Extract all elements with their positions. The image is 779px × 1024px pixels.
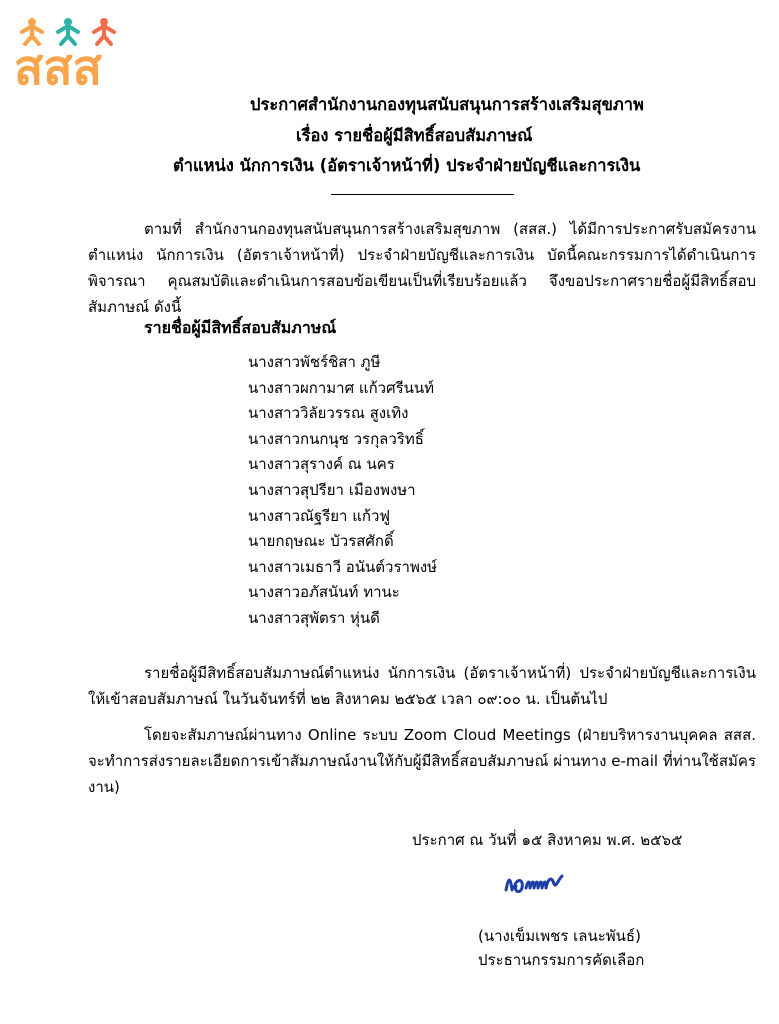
candidate-name: นางสาวเมธาวี อนันต์วราพงษ์ xyxy=(248,557,438,576)
logo-wordmark: สสส xyxy=(14,40,102,90)
candidate-name: นางสาวสุปรียา เมืองพงษา xyxy=(248,480,416,499)
candidate-name: นางสาวสุรางค์ ณ นคร xyxy=(248,455,395,474)
subject-heading: เรื่อง รายชื่อผู้มีสิทธิ์สอบสัมภาษณ์ xyxy=(296,126,533,145)
candidate-name: นางสาวกนกนุช วรกุลวริทธิ์ xyxy=(248,429,424,448)
heading-divider xyxy=(331,194,514,195)
candidate-name: นางสาวผกามาศ แก้วศรีนนท์ xyxy=(248,378,435,397)
announcement-heading: ประกาศสำนักงานกองทุนสนับสนุนการสร้างเสริมสุขภาพ xyxy=(250,95,644,114)
interview-schedule-paragraph: รายชื่อผู้มีสิทธิ์สอบสัมภาษณ์ตำแหน่ง นักการเงิน (อัตราเจ้าหน้าที่) ประจำฝ่ายบัญชีและการเงิน ให้เข้าสอบสัมภาษณ์ ในวันจันทร์ที่ ๒๒ สิงหาคม ๒๕๖๕ เวลา ๐๙:๐๐ น. เป็นต้นไป xyxy=(88,664,756,708)
signature-image xyxy=(500,866,600,898)
announcement-date: ประกาศ ณ วันที่ ๑๕ สิงหาคม พ.ศ. ๒๕๖๕ xyxy=(412,831,683,849)
candidate-name: นางสาววิลัยวรรณ สูงเทิง xyxy=(248,404,409,423)
position-heading: ตำแหน่ง นักการเงิน (อัตราเจ้าหน้าที่) ประจำฝ่ายบัญชีและการเงิน xyxy=(173,156,641,175)
candidate-list-title: รายชื่อผู้มีสิทธิ์สอบสัมภาษณ์ xyxy=(144,318,337,337)
intro-paragraph: ตามที่ สำนักงานกองทุนสนับสนุนการสร้างเสริมสุขภาพ (สสส.) ได้มีการประกาศรับสมัครงาน ตำแหน่ง นักการเงิน (อัตราเจ้าหน้าที่) ประจำฝ่ายบัญชีและการเงิน บัดนี้คณะกรรมการได้ดำเนินการพิจารณา คุณสมบัติและดำเนินการสอบข้อเขียนเป็นที่เรียบร้อยแล้ว จึงขอประกาศรายชื่อผู้มีสิทธิ์สอบสัมภาษณ์ ดังนี้ xyxy=(88,220,756,316)
candidate-name: นายกฤษณะ บัวรสศักดิ์ xyxy=(248,532,394,551)
thaihealth-logo xyxy=(10,10,150,90)
signer-title: ประธานกรรมการคัดเลือก xyxy=(478,951,645,969)
candidate-name: นางสาวอภัสนันท์ ทานะ xyxy=(248,583,400,602)
candidate-name: นางสาวสุพัตรา หุ่นดี xyxy=(248,608,380,627)
candidate-name: นางสาวณัฐรียา แก้วฟู xyxy=(248,506,391,525)
candidate-name: นางสาวพัชร์ชิสา ภูษี xyxy=(248,353,381,371)
online-interview-paragraph: โดยจะสัมภาษณ์ผ่านทาง Online ระบบ Zoom Cloud Meetings (ฝ่ายบริหารงานบุคคล สสส. จะทำการส่งรายละเอียดการเข้าสัมภาษณ์งานให้กับผู้มีสิทธิ์สอบสัมภาษณ์ ผ่านทาง e-mail ที่ท่านใช้สมัครงาน) xyxy=(88,726,756,796)
candidate-list xyxy=(248,350,437,632)
signer-name: (นางเข็มเพชร เลนะพันธ์) xyxy=(478,927,641,945)
